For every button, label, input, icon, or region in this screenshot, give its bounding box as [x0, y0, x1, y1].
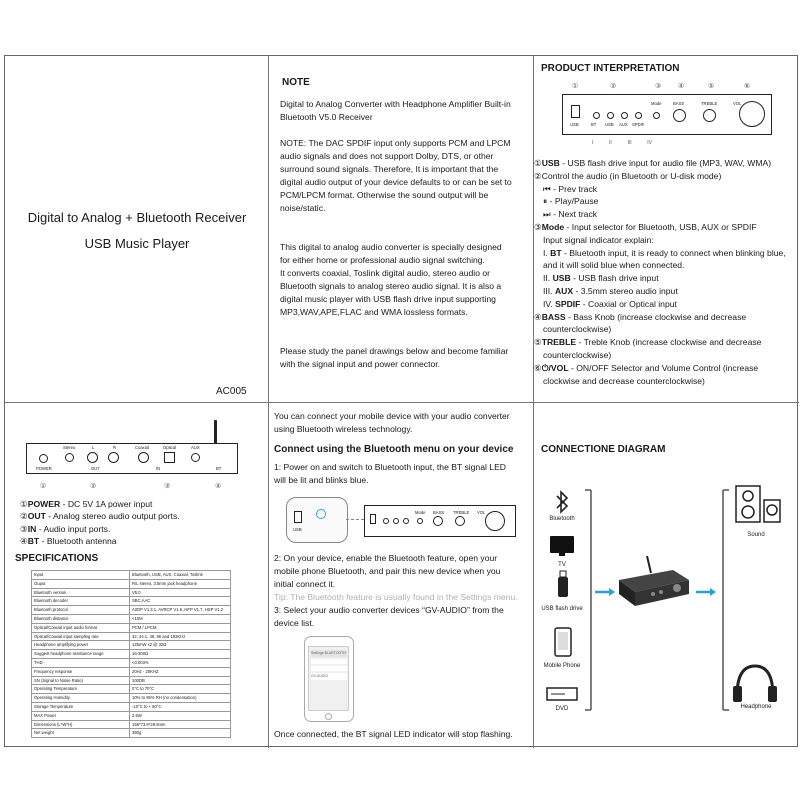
note-line: MP3,WAV,APE,FLAC and WMA lossless formats. [280, 307, 468, 317]
power-jack-icon [39, 454, 48, 463]
list-item [534, 375, 796, 388]
table-row [32, 702, 231, 711]
table-row [32, 650, 231, 659]
table-row [32, 614, 231, 623]
bt-step2-line: 2: On your device, enable the Bluetooth feature, open your [274, 553, 498, 563]
bt-intro-line: You can connect your mobile device with your audio converter [274, 411, 510, 421]
diagram-label-headphone: Headphone [740, 704, 772, 710]
note-line: NOTE: The DAC SPDIF input only supports PCM and LPCM [280, 138, 511, 148]
bt-step3-line: device list. [274, 618, 315, 628]
note-line: with the signal input and power connector. [280, 359, 441, 369]
note-line: Digital to Analog Converter with Headphone Amplifier Built-in [280, 99, 511, 109]
rear-optical-label: Optical [163, 445, 177, 450]
item-text: Control the audio (in Bluetooth or U-disk mode) [541, 170, 722, 181]
spec-name: Optical/Coaxial input audio format [32, 623, 130, 632]
roman-4: IV [647, 140, 652, 146]
spec-value: A2DP V1.3.1, AVRCP V1.6 ,HFP V1.7, HSP V1.2 [130, 606, 231, 615]
item-number: ① [534, 158, 542, 168]
item-text: - Bluetooth input, it is ready to connect when blinking blue, [561, 247, 786, 258]
rear-in-label: IN [156, 466, 161, 471]
list-item [534, 208, 796, 221]
item-roman: I. [543, 247, 551, 258]
mini-usb-port-icon [294, 511, 302, 523]
product-heading: PRODUCT INTERPRETATION [541, 63, 680, 74]
note-p2 [280, 137, 525, 215]
table-row [32, 685, 231, 694]
list-item [534, 323, 796, 336]
left-bracket [585, 490, 591, 710]
note-line: This digital to analog audio converter is specially designed [280, 242, 502, 252]
zoom-leader-line [346, 519, 364, 520]
usb-flash-drive-icon [558, 571, 568, 597]
note-line: audio signals and does not support Dolby, DTS, or other [280, 151, 494, 161]
item-text: - USB flash drive input for audio file (MP3, WAV, WMA) [559, 158, 772, 168]
item-text: ⏭ - Next track [543, 209, 598, 220]
rear-power-label: POWER [36, 466, 52, 471]
product-callout-6: ⑥ [744, 83, 751, 90]
spec-name: Bluetooth protocol [32, 606, 130, 615]
panel-usb-label: USB [570, 122, 579, 127]
play-pause-button-icon [607, 112, 614, 119]
spec-value: 32, 44.1, 48, 96 and 192KHz [130, 632, 231, 641]
note-line: Bluetooth signals to analog stereo audio signal. It is also a [280, 281, 502, 291]
input-arrow-icon [595, 588, 615, 596]
item-text: - ON/OFF Selector and Volume Control (increase [568, 362, 759, 373]
item-number: ② [20, 511, 28, 522]
spec-value: 16-300Ω [130, 650, 231, 659]
item-number: ① [20, 499, 28, 509]
spec-value: 380g [130, 729, 231, 738]
note-line: It converts coaxial, Toslink digital audio, stereo audio or [280, 268, 491, 278]
note-line: for either home or professional audio signal switching. [280, 255, 485, 265]
product-item-list [534, 157, 796, 387]
item-term: Mode [541, 221, 565, 232]
spec-name: THD [32, 658, 130, 667]
diagram-label-sound: Sound [747, 532, 765, 538]
spec-value: PCM / LPCM [130, 623, 231, 632]
item-text: counterclockwise) [543, 349, 612, 360]
item-number: ③ [534, 221, 542, 232]
spec-name: Ouput [32, 579, 130, 588]
item-text: ⏮ - Prev track [543, 183, 598, 194]
diagram-heading: CONNECTIONE DIAGRAM [541, 444, 666, 455]
mini-bass-label: BASS [433, 510, 445, 515]
mini-volume-knob-icon [485, 511, 505, 531]
spec-name: Frequency response [32, 667, 130, 676]
note-line: digital music player with USB flash drive input supporting [280, 294, 496, 304]
table-row [32, 579, 231, 588]
mini-mode-icon [417, 518, 423, 524]
table-row [32, 641, 231, 650]
phone-screen [308, 646, 349, 711]
phone-device-row: GV-AUDIO [311, 673, 347, 680]
bt-tip: Tip: The Bluetooth feature is usually found in the Settings menu. [274, 592, 518, 602]
mini-mode-label: Mode [415, 510, 426, 515]
rear-out-label: OUT [91, 466, 100, 471]
mini-treble-knob-icon [455, 516, 465, 526]
spec-name: Dimensions (L*W*H) [32, 720, 130, 729]
mode-button-icon [653, 112, 660, 119]
item-text: - Input selector for Bluetooth, USB, AUX or SPDIF [564, 221, 757, 232]
note-line: Bluetooth V5.0 Receiver [280, 112, 373, 122]
item-text: - Analog stereo audio output ports. [45, 511, 180, 522]
note-body [280, 98, 525, 371]
optical-port-icon [164, 452, 175, 463]
rear-aux-label: AUX [191, 445, 200, 450]
list-item [534, 311, 796, 324]
spec-name: Operating Humidity [32, 694, 130, 703]
list-item [534, 195, 796, 208]
spec-name: Optical/Coaxial input sampling rate [32, 632, 130, 641]
list-item [534, 336, 796, 349]
right-bracket [723, 490, 729, 710]
diagram-label-bluetooth: Bluetooth [549, 516, 575, 522]
item-roman: IV. [543, 298, 556, 309]
item-text: and it will solid blue when connected. [543, 260, 685, 271]
spec-value: -10°C to + 60°C [130, 702, 231, 711]
item-number: ④ [20, 535, 28, 546]
spec-name: Bluetooth version [32, 588, 130, 597]
rca-right-icon [108, 452, 119, 463]
note-line: noise/static. [280, 203, 326, 213]
mini-next-icon [403, 518, 409, 524]
item-term: USB [552, 273, 571, 284]
item-text: - DC 5V 1A power input [60, 499, 153, 509]
rear-r-label: R [113, 445, 117, 450]
spec-name: MAX Power [32, 711, 130, 720]
bt-step3-line: 3: Select your audio converter devices “GV-AUDIO” from the [274, 605, 504, 615]
mode-led-icon [635, 112, 642, 119]
list-item [534, 272, 796, 285]
table-row [32, 676, 231, 685]
item-text: - Bluetooth antenna [39, 535, 117, 546]
panel-roman-row [592, 140, 652, 146]
roman-2: II [609, 140, 612, 146]
item-term: POWER [27, 499, 61, 509]
aux-jack-icon [191, 453, 200, 462]
panel-sub-aux: AUX [619, 122, 628, 127]
phone-blank-row [311, 659, 347, 664]
list-item [20, 535, 265, 547]
note-line: surround sound signals. Therefore, It is important that the [280, 164, 499, 174]
tv-icon [550, 536, 574, 556]
note-heading: NOTE [282, 77, 310, 88]
spec-value: SBC,AAC [130, 597, 231, 606]
item-term: USB [541, 158, 560, 168]
item-term: ⏻/VOL [541, 362, 569, 373]
spec-value: 125mW x2 @ 32Ω [130, 641, 231, 650]
item-text: ⏸ - Play/Pause [543, 196, 599, 207]
table-row [32, 632, 231, 641]
spec-value: 20Hz - 20KHZ [130, 667, 231, 676]
table-row [32, 571, 231, 580]
mobile-phone-icon [555, 628, 571, 656]
usb-port-icon [571, 105, 580, 118]
bt-heading: Connect using the Bluetooth menu on your device [274, 444, 514, 455]
rear-callout-3: ③ [164, 483, 171, 490]
list-item [534, 298, 796, 311]
mini-vol-label: VOL [477, 510, 486, 515]
row-divider [5, 402, 799, 403]
bt-step2-line: mobile phone Bluetooth, and pair this new device when you [274, 566, 501, 576]
panel-bass-label: BASS [673, 101, 685, 106]
model-number: AC005 [216, 386, 247, 397]
spec-name: Bluetooth distance [32, 614, 130, 623]
item-term: IN [27, 523, 37, 534]
spec-value: R/L stereo, 3.5mm jack headphone [130, 579, 231, 588]
item-text: - USB flash drive input [570, 273, 659, 284]
coaxial-jack-icon [138, 452, 149, 463]
note-line: digital audio output of your device defaults to or can be set to [280, 177, 512, 187]
product-callout-2: ② [610, 83, 617, 90]
speaker-icon [736, 486, 780, 522]
list-item [534, 183, 796, 196]
item-term: BT [27, 535, 40, 546]
product-callout-3: ③ [655, 83, 662, 90]
diagram-label-dvd: DVD [555, 706, 569, 712]
bluetooth-icon [557, 492, 567, 512]
rear-callout-2: ② [90, 483, 97, 490]
mini-bass-knob-icon [433, 516, 443, 526]
item-text: - 3.5mm stereo audio input [573, 285, 678, 296]
list-item [534, 362, 796, 375]
list-item [534, 170, 796, 183]
rear-l-label: L [92, 445, 95, 450]
spec-name: Suggest headphone resistance range [32, 650, 130, 659]
item-text: clockwise and decrease counterclockwise) [543, 375, 705, 386]
specs-table [32, 571, 231, 738]
list-item [20, 498, 265, 510]
table-row [32, 597, 231, 606]
spec-value: 100DB [130, 676, 231, 685]
front-panel-drawing [562, 94, 772, 135]
rear-item-list [20, 498, 265, 547]
bt-step2-line: initial connect it. [274, 579, 336, 589]
table-row [32, 667, 231, 676]
item-roman: III. [543, 285, 555, 296]
item-term: BASS [541, 311, 566, 322]
table-row [32, 623, 231, 632]
stereo-out-jack-icon [65, 453, 74, 462]
mini-panel-usb-icon [370, 514, 376, 524]
treble-knob-icon [703, 109, 716, 122]
table-row [32, 658, 231, 667]
specs-table-wrap [31, 570, 231, 738]
table-row [32, 606, 231, 615]
rear-coaxial-label: Coaxial [135, 445, 149, 450]
spec-value: 10% to 85% RH (no condensation) [130, 694, 231, 703]
list-item [534, 234, 796, 247]
table-row [32, 694, 231, 703]
panel-sub-usb: USB [605, 122, 614, 127]
bt-step1-line: 1: Power on and switch to Bluetooth input, the BT signal LED [274, 462, 507, 472]
list-item [534, 221, 796, 234]
list-item [534, 285, 796, 298]
list-item [534, 259, 796, 272]
product-callout-1: ① [572, 83, 579, 90]
phone-settings-row: Settings BLUETOOTH [311, 651, 346, 655]
note-line: Please study the panel drawings below and become familiar [280, 346, 509, 356]
panel-sub-bt: BT [591, 122, 597, 127]
diagram-label-phone: Mobile Phone [543, 663, 581, 669]
spec-value: 155*73.9*28.5mm [130, 720, 231, 729]
rca-left-icon [87, 452, 98, 463]
spec-value: Bluetooth, USB, AUX, Coaxial, Toslink [130, 571, 231, 580]
cover-title-line2: USB Music Player [84, 236, 190, 251]
rear-callout-1: ① [40, 483, 47, 490]
roman-3: III [627, 140, 632, 146]
connection-diagram [533, 470, 797, 740]
cover-title-line1: Digital to Analog + Bluetooth Receiver [27, 210, 247, 225]
note-line: PCM/LPCM format. Otherwise the sound output will be [280, 190, 489, 200]
item-number: ⑥ [534, 362, 542, 373]
item-text: - Treble Knob (increase clockwise and decrease [576, 337, 762, 348]
item-term: AUX [554, 285, 574, 296]
mini-bt-led-icon [316, 509, 326, 519]
item-number: ⑤ [534, 337, 542, 348]
output-arrow-icon [696, 588, 716, 596]
item-number: ④ [534, 311, 542, 322]
roman-1: I [592, 140, 594, 146]
headphone-icon [733, 666, 777, 702]
table-row [32, 711, 231, 720]
spec-name: SN (Signal to Noise Ratio) [32, 676, 130, 685]
item-text: - Audio input ports. [36, 523, 111, 534]
spec-name: Net weight [32, 729, 130, 738]
item-text: - Coaxial or Optical input [580, 298, 677, 309]
mini-usb-label: USB [293, 527, 302, 532]
bt-panel-illustration [286, 497, 520, 543]
spec-name: Headphone amplifying power [32, 641, 130, 650]
diagram-label-tv: TV [558, 562, 566, 568]
product-callout-5: ⑤ [708, 83, 715, 90]
table-row [32, 588, 231, 597]
panel-sub-spdif: SPDIF [632, 122, 645, 127]
mini-prev-icon [383, 518, 389, 524]
item-number: ② [534, 170, 542, 181]
prev-button-icon [593, 112, 600, 119]
item-text: - Bass Knob (increase clockwise and decrease [565, 311, 747, 322]
rear-stereo-label: Stereo [63, 445, 76, 450]
audio-converter-device-icon [619, 556, 689, 606]
item-term: OUT [27, 511, 46, 522]
item-text: Input signal indicator explain: [543, 234, 654, 245]
phone-home-button-icon [325, 713, 332, 720]
rear-bt-label: BT [216, 466, 222, 471]
table-row [32, 720, 231, 729]
specs-heading: SPECIFICATIONS [15, 553, 99, 564]
diagram-label-usb: USB flash drive [541, 606, 583, 612]
item-roman: II. [543, 273, 553, 284]
item-term: SPDIF [555, 298, 581, 309]
item-term: TREBLE [541, 337, 577, 348]
bass-knob-icon [673, 109, 686, 122]
spec-value: 0°C to 70°C [130, 685, 231, 694]
item-term: BT [550, 247, 562, 258]
list-item [20, 523, 265, 535]
list-item [20, 510, 265, 522]
bt-intro-line: using Bluetooth wireless technology. [274, 424, 413, 434]
list-item [534, 349, 796, 362]
note-p3 [280, 241, 525, 319]
spec-value: <0.003% [130, 658, 231, 667]
table-row [32, 729, 231, 738]
rear-panel-drawing [26, 443, 238, 474]
spec-name: Bluetooth decoder [32, 597, 130, 606]
phone-blank-row [311, 666, 347, 671]
item-text: counterclockwise) [543, 324, 612, 335]
spec-name: Input [32, 571, 130, 580]
product-callout-4: ④ [678, 83, 685, 90]
volume-knob-icon [739, 101, 765, 127]
phone-illustration [304, 636, 354, 722]
item-number: ③ [20, 523, 28, 534]
panel-treble-label: TREBLE [701, 101, 718, 106]
panel-vol-label: VOL [733, 101, 742, 106]
list-item [534, 157, 796, 170]
rear-callout-4: ④ [215, 483, 222, 490]
bt-step1-line: will be lit and blinks blue. [274, 475, 369, 485]
bt-step2 [274, 552, 526, 630]
spec-value: V5.0 [130, 588, 231, 597]
bt-final: Once connected, the BT signal LED indicator will stop flashing. [274, 729, 513, 739]
mini-front-panel [364, 505, 516, 537]
panel-mode-label: Mode [651, 101, 662, 106]
mini-play-icon [393, 518, 399, 524]
next-button-icon [621, 112, 628, 119]
list-item [534, 247, 796, 260]
spec-name: Storage Temperature [32, 702, 130, 711]
dvd-icon [547, 688, 577, 700]
bt-intro [274, 410, 526, 436]
note-p1 [280, 98, 525, 124]
spec-value: <10M [130, 614, 231, 623]
cover-title [6, 205, 268, 257]
mini-treble-label: TREBLE [453, 510, 470, 515]
bt-step1 [274, 461, 526, 487]
note-p4 [280, 345, 525, 371]
spec-value: 2.5W [130, 711, 231, 720]
spec-name: Operating Temperature [32, 685, 130, 694]
